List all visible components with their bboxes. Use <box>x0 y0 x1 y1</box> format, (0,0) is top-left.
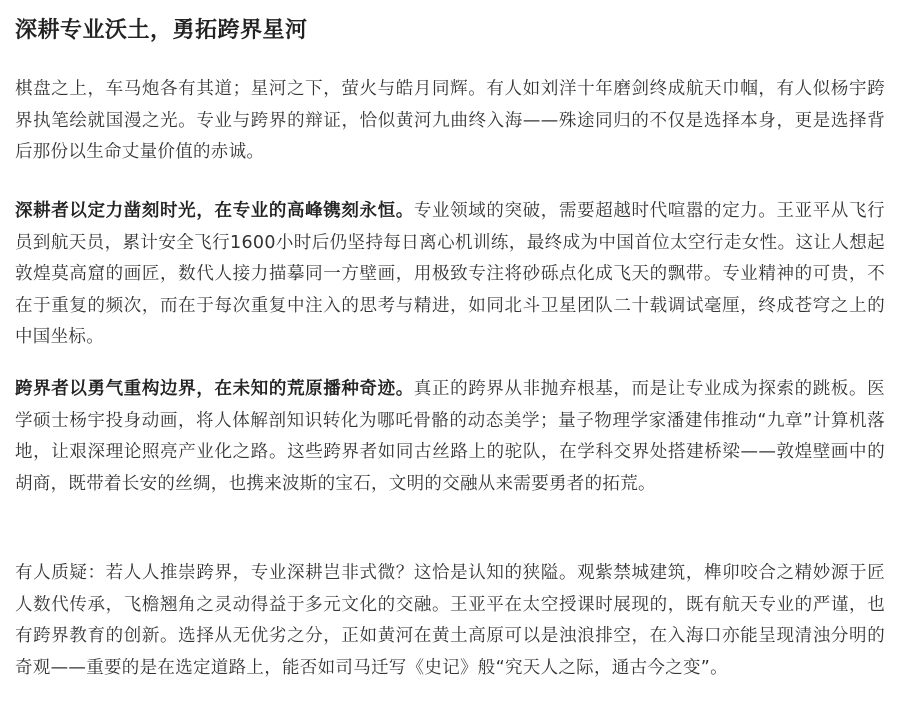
paragraph-text: 真正的跨界从非抛弃根基，而是让专业成为探索的跳板。医学硕士杨宇投身动画，将人体解剖知识转化为哪吒骨骼的动态美学；量子物理学家潘建伟推动“九章”计算机落地，让艰深理论照亮产业化之路。这些跨界者如同古丝路上的驼队，在学科交界处搭建桥梁——敦煌壁画中的胡商，既带着长安的丝绸，也携来波斯的宝石，文明的交融从来需要勇者的拓荒。 <box>15 379 885 494</box>
paragraph-lead: 跨界者以勇气重构边界，在未知的荒原播种奇迹。 <box>15 379 414 399</box>
paragraph-conclusion <box>15 558 885 684</box>
paragraph-lead: 深耕者以定力凿刻时光，在专业的高峰镌刻永恒。 <box>15 201 414 221</box>
paragraph-crossover <box>15 374 885 500</box>
paragraph-intro <box>15 74 885 169</box>
paragraph-text: 专业领域的突破，需要超越时代喧嚣的定力。王亚平从飞行员到航天员，累计安全飞行1600小时后仍坚持每日离心机训练，最终成为中国首位太空行走女性。这让人想起敦煌莫高窟的画匠，数代人接力描摹同一方壁画，用极致专注将砂砾点化成飞天的飘带。专业精神的可贵，不在于重复的频次，而在于每次重复中注入的思考与精进，如同北斗卫星团队二十载调试毫厘，终成苍穹之上的中国坐标。 <box>15 201 885 348</box>
article <box>15 0 885 678</box>
paragraph-text: 棋盘之上，车马炮各有其道；星河之下，萤火与皓月同辉。有人如刘洋十年磨剑终成航天巾帼，有人似杨宇跨界执笔绘就国漫之光。专业与跨界的辩证，恰似黄河九曲终入海——殊途同归的不仅是选择本身，更是选择背后那份以生命丈量价值的赤诚。 <box>15 79 885 163</box>
paragraph-specialist <box>15 196 885 354</box>
paragraph-text: 有人质疑：若人人推崇跨界，专业深耕岂非式微？这恰是认知的狭隘。观紫禁城建筑，榫卯咬合之精妙源于匠人数代传承，飞檐翘角之灵动得益于多元文化的交融。王亚平在太空授课时展现的，既有航天专业的严谨，也有跨界教育的创新。选择从无优劣之分，正如黄河在黄土高原可以是浊浪排空，在入海口亦能呈现清浊分明的奇观——重要的是在选定道路上，能否如司马迁写《史记》般“究天人之际，通古今之变”。 <box>15 563 885 678</box>
article-title: 深耕专业沃土，勇拓跨界星河 <box>15 18 308 43</box>
